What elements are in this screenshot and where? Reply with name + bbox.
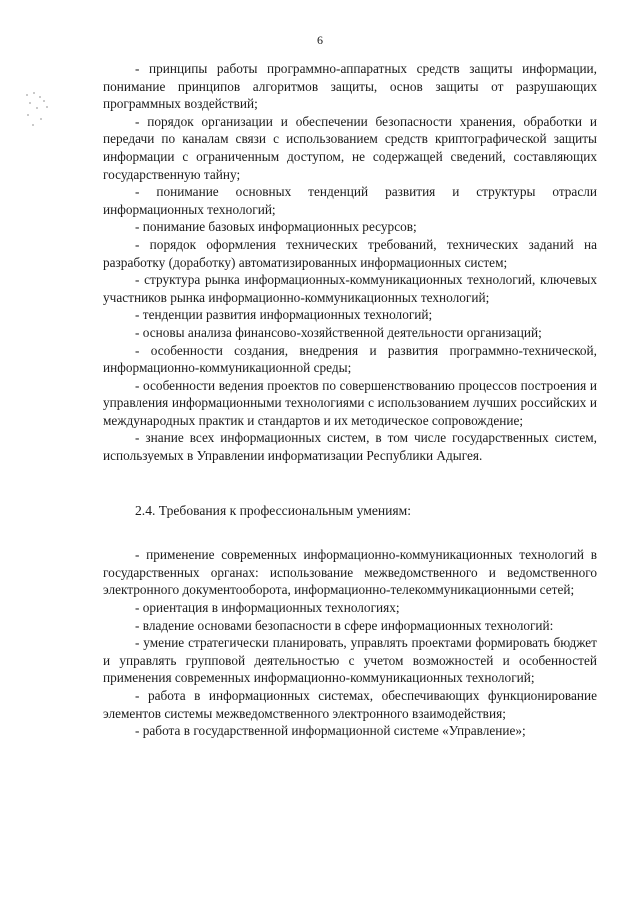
skills-list <box>103 546 597 740</box>
list-item: - тенденции развития информационных технологий; <box>135 307 433 323</box>
section-heading: 2.4. Требования к профессиональным умениям: <box>135 502 412 518</box>
list-item: - структура рынка информационных-коммуникационных технологий, ключевых участников рынка информационно-коммуникационных технологий; <box>103 272 597 305</box>
knowledge-list <box>103 60 597 465</box>
list-item: - порядок организации и обеспечении безопасности хранения, обработки и передачи по каналам связи с использованием средств криптографической защиты информации с ограниченным доступом, не содержащей сведений, составляющих государственную тайну; <box>103 113 597 182</box>
list-item: - особенности создания, внедрения и развития программно-технической, информационно-коммуникационной среды; <box>103 342 597 376</box>
list-item: - знание всех информационных систем, в том числе государственных систем, используемых в Управлении информатизации Республики Адыгея. <box>103 430 597 464</box>
list-item: - работа в государственной информационной системе «Управление»; <box>135 723 526 739</box>
list-item: - особенности ведения проектов по совершенствованию процессов построения и управления информационными технологиями с использованием лучших российских и международных практик и стандартов и их методическое сопровождение; <box>103 377 597 428</box>
list-item: - понимание основных тенденций развития и структуры отрасли информационных технологий; <box>103 184 597 217</box>
list-item: - порядок оформления технических требований, технических заданий на разработку (доработку) автоматизированных информационных систем; <box>103 236 597 270</box>
list-item: - основы анализа финансово-хозяйственной деятельности организаций; <box>135 324 542 340</box>
list-item: - понимание базовых информационных ресурсов; <box>135 219 417 235</box>
list-item: - умение стратегически планировать, управлять проектами формировать бюджет и управлять групповой деятельностью с учетом возможностей и особенностей применения современных информационно-коммуникационных технологий; <box>103 635 597 686</box>
list-item: - владение основами безопасности в сфере информационных технологий: <box>135 617 554 633</box>
scan-smudge <box>24 90 50 130</box>
document-body <box>103 60 597 740</box>
list-item: - ориентация в информационных технологиях; <box>135 600 400 616</box>
page-number: 6 <box>317 33 323 47</box>
list-item: - принципы работы программно-аппаратных средств защиты информации, понимание принципов алгоритмов защиты, основ защиты от разрушающих программных воздействий; <box>103 61 597 112</box>
list-item: - работа в информационных системах, обеспечивающих функционирование элементов системы межведомственного электронного взаимодействия; <box>103 688 597 721</box>
list-item: - применение современных информационно-коммуникационных технологий в государственных органах: использование межведомственного и ведомственного электронного документооборота, информационно-телекоммуникационными сетей; <box>103 547 597 598</box>
